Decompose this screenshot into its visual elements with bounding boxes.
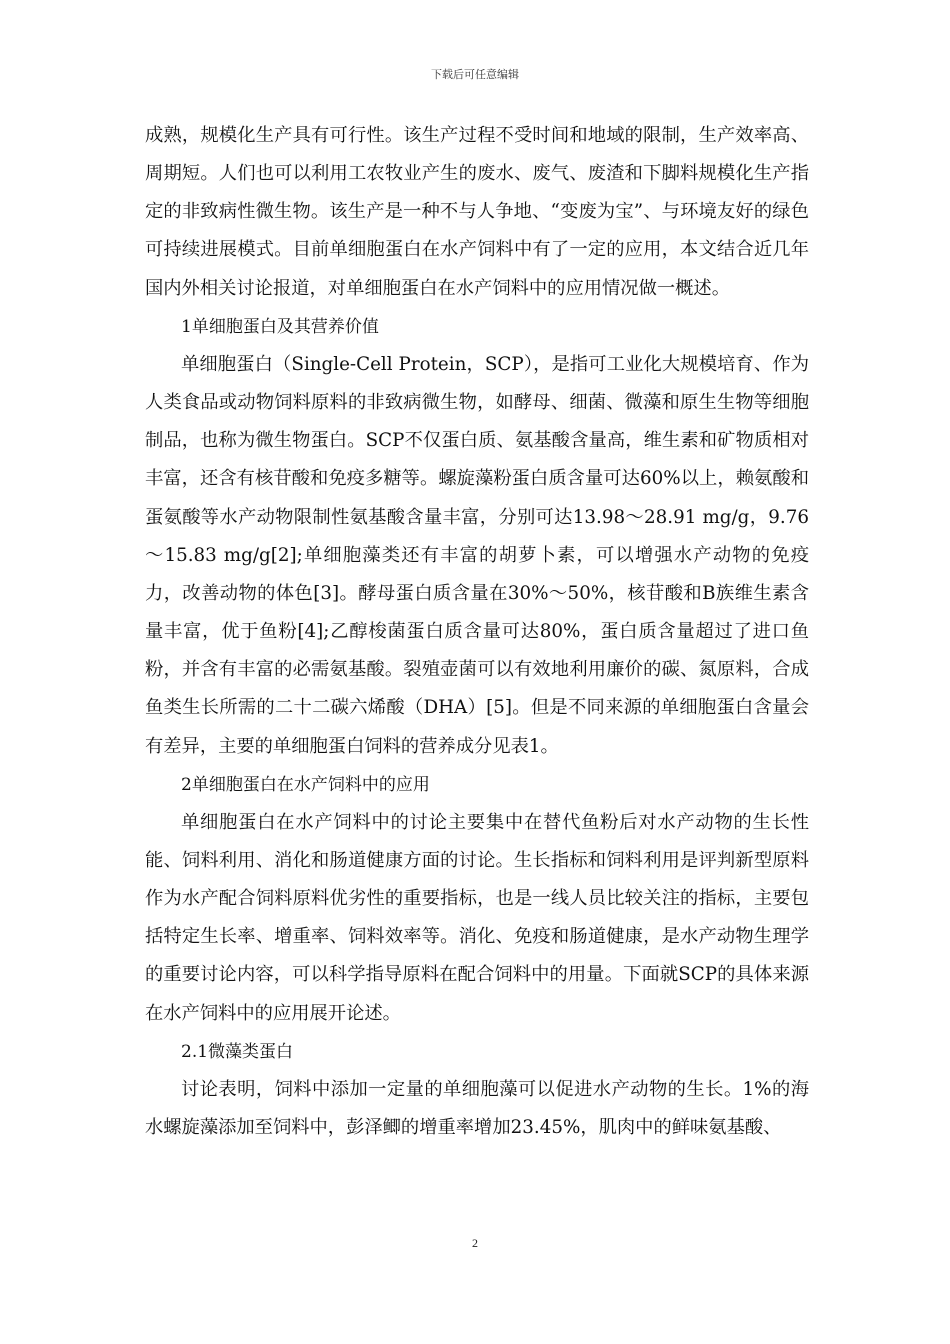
section-heading-1: 1单细胞蛋白及其营养价值 bbox=[181, 316, 379, 337]
document-body bbox=[145, 117, 809, 1147]
page-header: 下载后可任意编辑 bbox=[431, 68, 519, 81]
body-paragraph-4: 讨论表明，饲料中添加一定量的单细胞藻可以促进水产动物的生长。1%的海水螺旋藻添加至饲料中，彭泽鲫的增重率增加23.45%，肌肉中的鲜味氨基酸、 bbox=[145, 1078, 809, 1139]
body-paragraph-1: 成熟，规模化生产具有可行性。该生产过程不受时间和地域的限制，生产效率高、周期短。人们也可以利用工农牧业产生的废水、废气、废渣和下脚料规模化生产指定的非致病性微生物。该生产是一种不与人争地、“变废为宝”、与环境友好的绿色可持续进展模式。目前单细胞蛋白在水产饲料中有了一定的应用，本文结合近几年国内外相关讨论报道，对单细胞蛋白在水产饲料中的应用情况做一概述。 bbox=[145, 125, 809, 299]
section-heading-2: 2单细胞蛋白在水产饲料中的应用 bbox=[181, 774, 430, 795]
body-paragraph-3: 单细胞蛋白在水产饲料中的讨论主要集中在替代鱼粉后对水产动物的生长性能、饲料利用、消化和肠道健康方面的讨论。生长指标和饲料利用是评判新型原料作为水产配合饲料原料优劣性的重要指标，也是一线人员比较关注的指标，主要包括特定生长率、增重率、饲料效率等。消化、免疫和肠道健康，是水产动物生理学的重要讨论内容，可以科学指导原料在配合饲料中的用量。下面就SCP的具体来源在水产饲料中的应用展开论述。 bbox=[145, 811, 809, 1024]
body-paragraph-2: 单细胞蛋白（Single-Cell Protein，SCP），是指可工业化大规模培育、作为人类食品或动物饲料原料的非致病微生物，如酵母、细菌、微藻和原生生物等细胞制品，也称为微生物蛋白。SCP不仅蛋白质、氨基酸含量高，维生素和矿物质相对丰富，还含有核苷酸和免疫多糖等。螺旋藻粉蛋白质含量可达60%以上，赖氨酸和蛋氨酸等水产动物限制性氨基酸含量丰富，分别可达13.98～28.91 mg/g，9.76～15.83 mg/g[2];单细胞藻类还有丰富的胡萝卜素，可以增强水产动物的免疫力，改善动物的体色[3]。酵母蛋白质含量在30%～50%，核苷酸和B族维生素含量丰富，优于鱼粉[4];乙醇梭菌蛋白质含量可达80%，蛋白质含量超过了进口鱼粉，并含有丰富的必需氨基酸。裂殖壶菌可以有效地利用廉价的碳、氮原料，合成鱼类生长所需的二十二碳六烯酸（DHA）[5]。但是不同来源的单细胞蛋白含量会有差异，主要的单细胞蛋白饲料的营养成分见表1。 bbox=[145, 353, 809, 757]
page-number: 2 bbox=[472, 1236, 478, 1250]
subsection-heading-2-1: 2.1微藻类蛋白 bbox=[181, 1041, 294, 1062]
